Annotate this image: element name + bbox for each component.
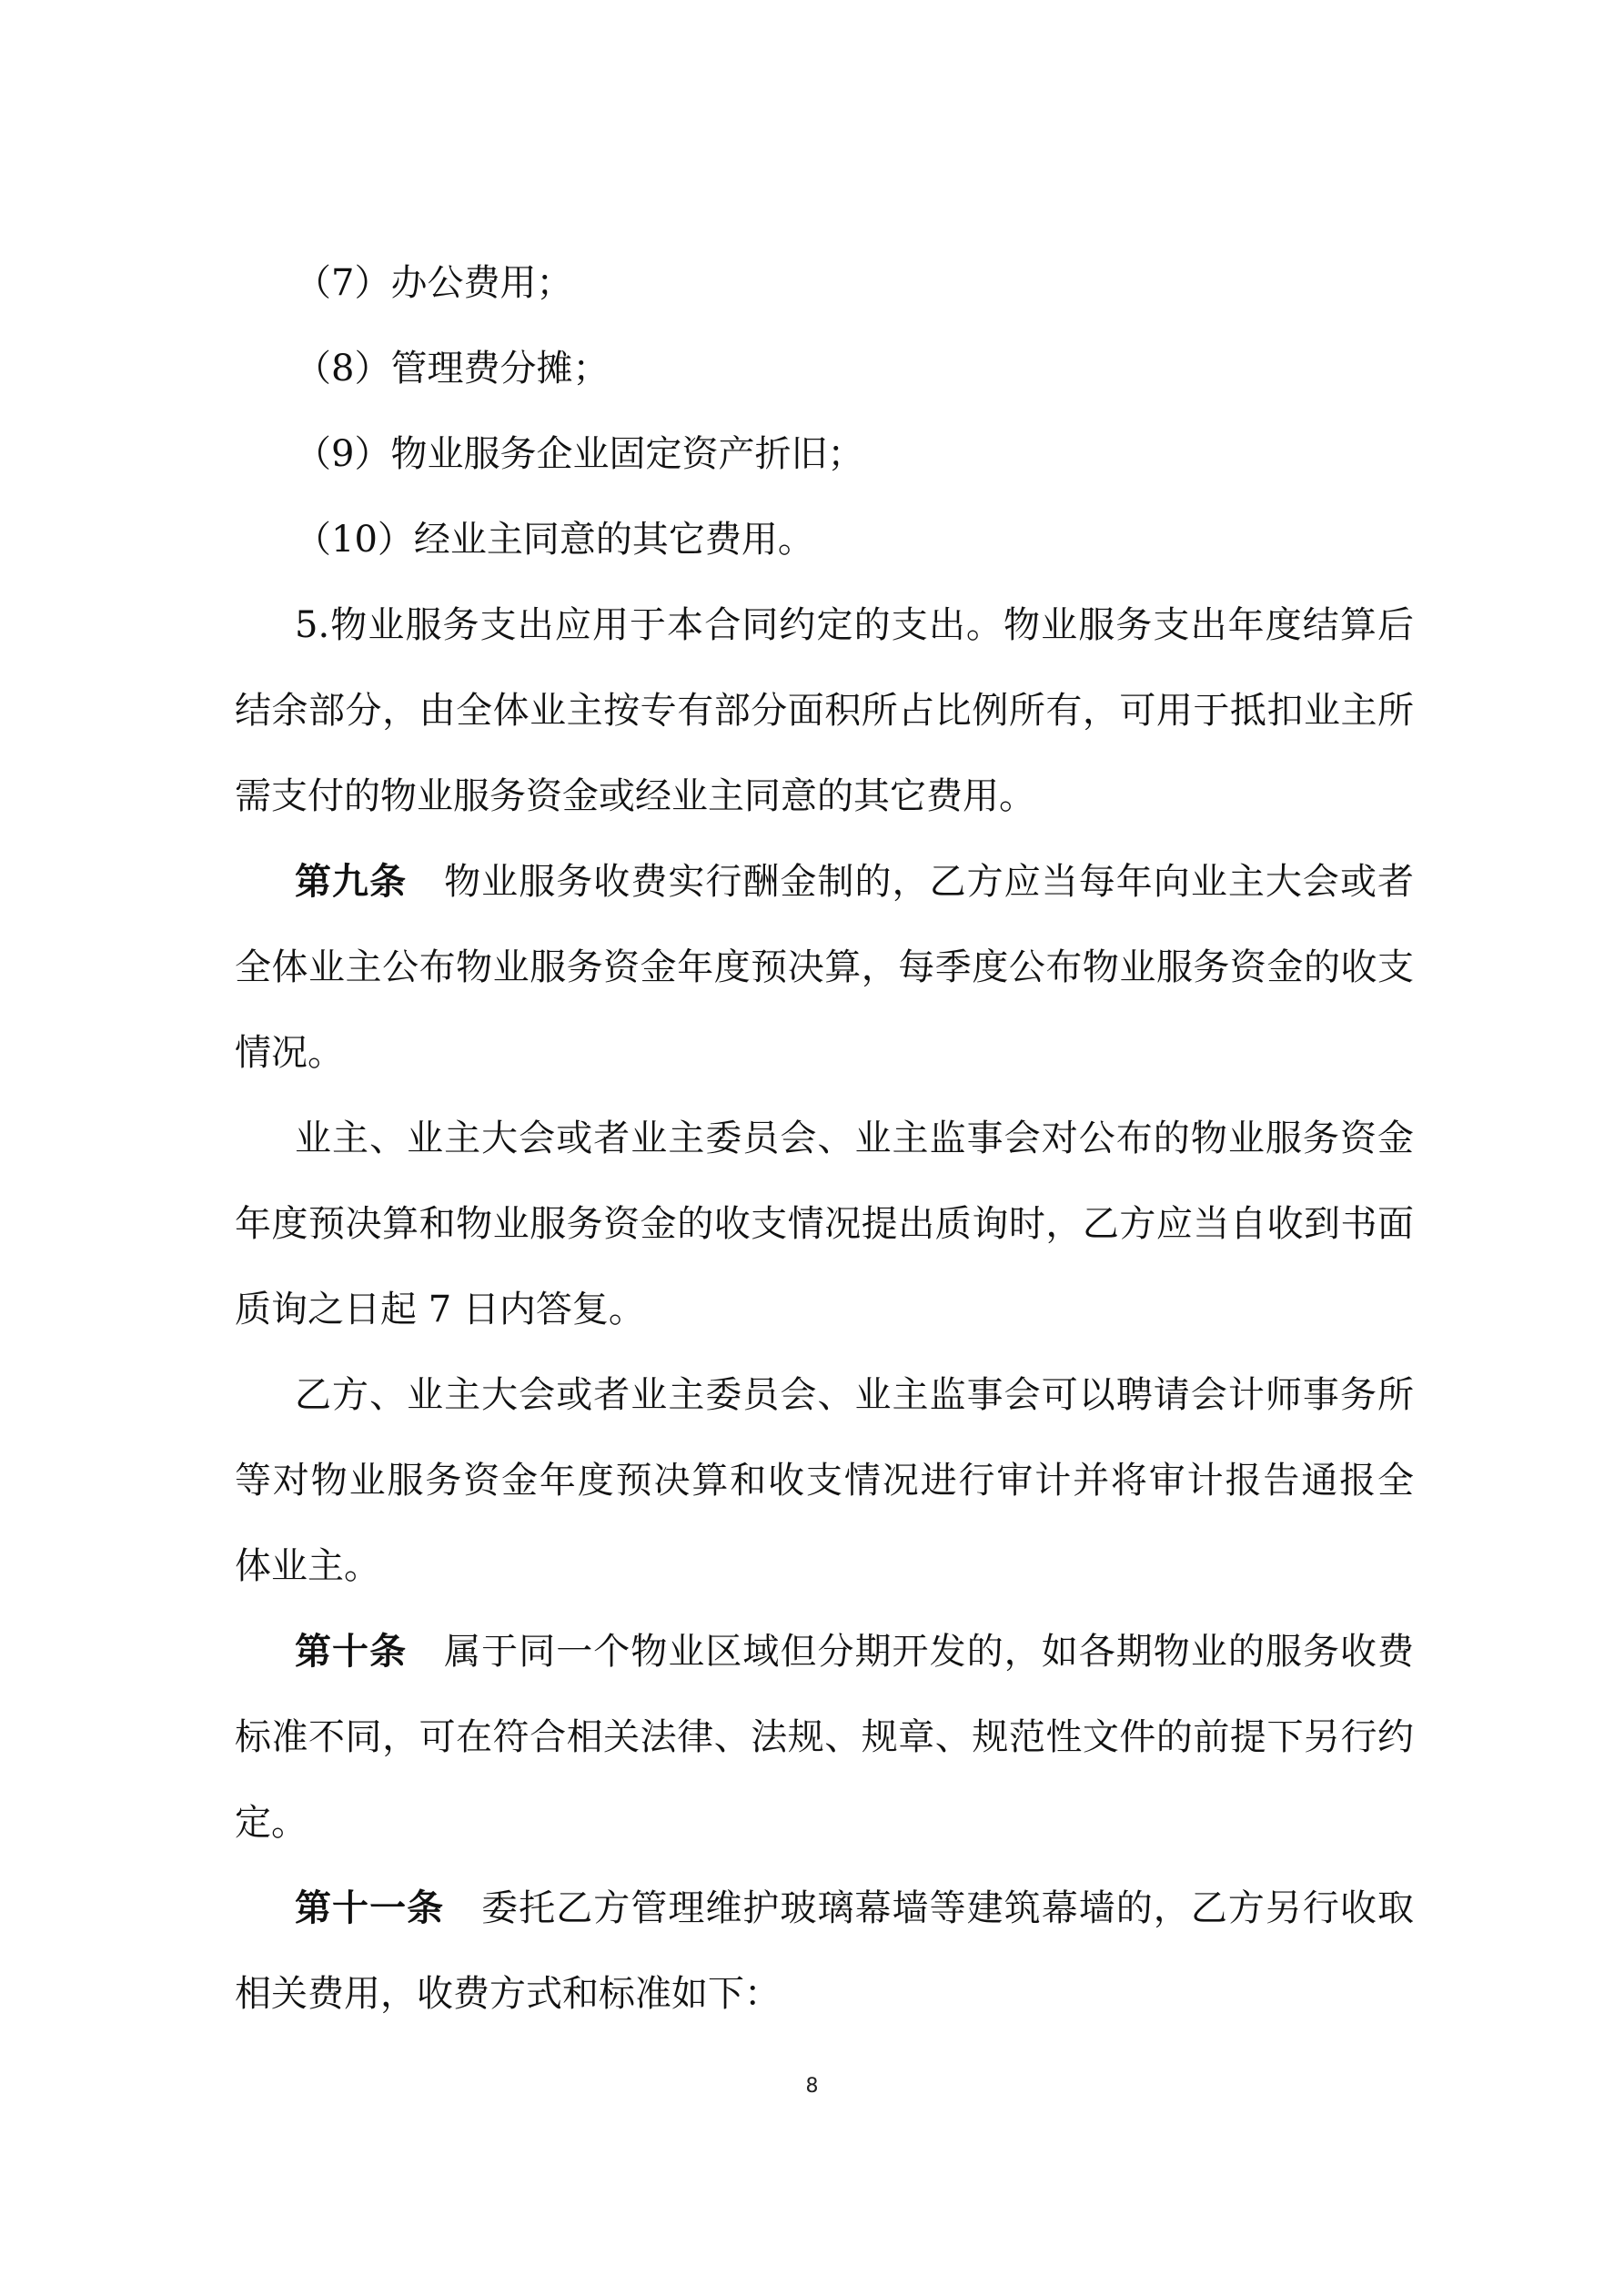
article9-heading: 第九条	[295, 860, 408, 903]
article10-text-1: 属于同一个物业区域但分期开发的，如各期物业的服务收费	[443, 1631, 1415, 1673]
article11-text-1: 委托乙方管理维护玻璃幕墙等建筑幕墙的，乙方另行收取	[480, 1887, 1415, 1929]
article10-line-3: 定。	[235, 1802, 308, 1844]
article9-line-2: 全体业主公布物业服务资金年度预决算，每季度公布物业服务资金的收支	[235, 946, 1414, 988]
audit-line-1: 乙方、业主大会或者业主委员会、业主监事会可以聘请会计师事务所	[295, 1374, 1414, 1416]
para5-line-2: 结余部分，由全体业主按专有部分面积所占比例所有，可用于抵扣业主所	[235, 690, 1414, 732]
article11-heading: 第十一条	[295, 1886, 445, 1929]
owner-query-line-2: 年度预决算和物业服务资金的收支情况提出质询时，乙方应当自收到书面	[235, 1203, 1414, 1245]
article11-line-2: 相关费用，收费方式和标准如下：	[235, 1973, 781, 2015]
article9-line-3: 情况。	[235, 1032, 344, 1074]
audit-line-3: 体业主。	[235, 1545, 380, 1587]
article9-text-1: 物业服务收费实行酬金制的，乙方应当每年向业主大会或者	[443, 861, 1415, 903]
article10-heading: 第十条	[295, 1630, 408, 1673]
para5-line-3: 需支付的物业服务资金或经业主同意的其它费用。	[235, 775, 1035, 817]
document-body	[235, 240, 1414, 2037]
article10-line-1	[235, 1609, 1414, 1694]
page-number: 8	[805, 2075, 819, 2098]
article9-line-1	[235, 839, 1414, 925]
list-item-10: （10）经业主同意的其它费用。	[295, 519, 814, 561]
owner-query-line-3: 质询之日起 7 日内答复。	[235, 1289, 645, 1330]
article11-line-1	[235, 1866, 1414, 1951]
para5-line-1: 5.物业服务支出应用于本合同约定的支出。物业服务支出年度结算后	[295, 604, 1414, 646]
list-item-9: （9）物业服务企业固定资产折旧；	[295, 433, 864, 475]
list-item-7: （7）办公费用；	[295, 262, 573, 304]
list-item-8: （8）管理费分摊；	[295, 348, 610, 389]
owner-query-line-1: 业主、业主大会或者业主委员会、业主监事会对公布的物业服务资金	[295, 1118, 1414, 1159]
article10-line-2: 标准不同，可在符合相关法律、法规、规章、规范性文件的前提下另行约	[235, 1716, 1414, 1758]
audit-line-2: 等对物业服务资金年度预决算和收支情况进行审计并将审计报告通报全	[235, 1460, 1414, 1502]
